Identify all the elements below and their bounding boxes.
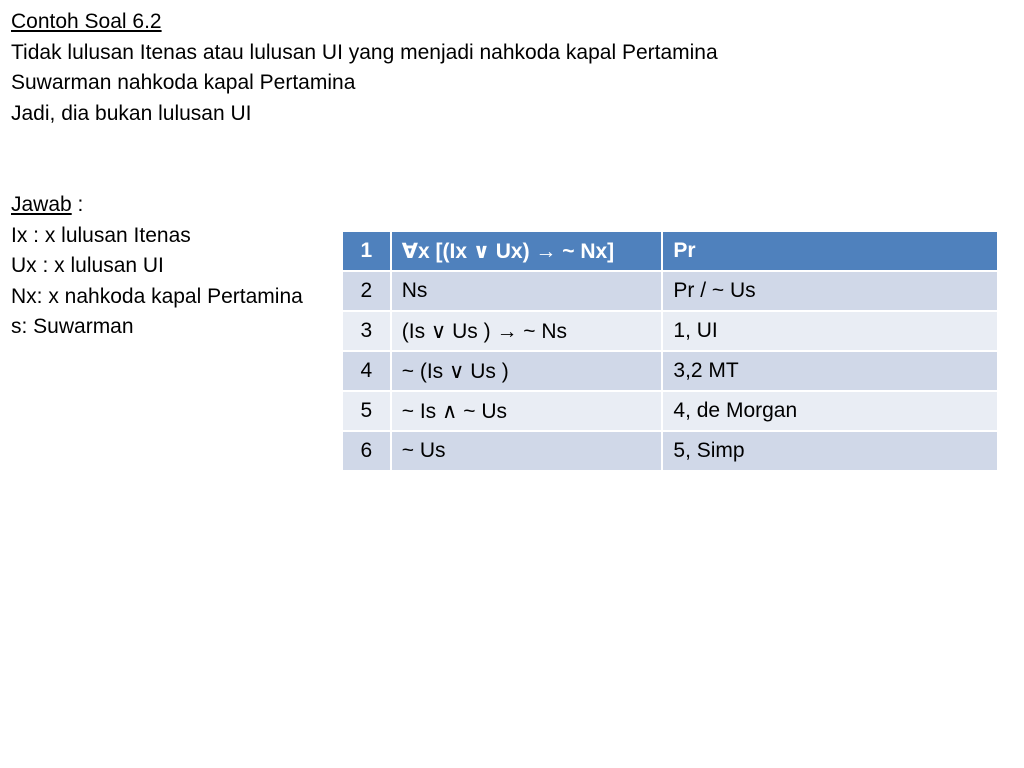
row-reason: 5, Simp: [662, 431, 998, 471]
row-number: 5: [342, 391, 391, 431]
spacer: [11, 129, 718, 190]
table-row: [342, 231, 998, 271]
definition-ux: Ux : x lulusan UI: [11, 254, 164, 277]
row-statement: ~ Us: [391, 431, 663, 471]
premise-2: Suwarman nahkoda kapal Pertamina: [11, 71, 356, 94]
row-number: 3: [342, 311, 391, 351]
row-reason: 4, de Morgan: [662, 391, 998, 431]
problem-title: Contoh Soal 6.2: [11, 10, 162, 33]
row-statement: ~ Is ∧ ~ Us: [391, 391, 663, 431]
premise-1: Tidak lulusan Itenas atau lulusan UI yang menjadi nahkoda kapal Pertamina: [11, 40, 718, 64]
definition-nx: Nx: x nahkoda kapal Pertamina: [11, 284, 303, 308]
definition-ix: Ix : x lulusan Itenas: [11, 223, 191, 247]
row-reason: Pr / ~ Us: [662, 271, 998, 311]
row-statement: ∀x [(Ix ∨ Ux) → ~ Nx]: [391, 231, 663, 271]
table-row: [342, 271, 998, 311]
table-row: [342, 311, 998, 351]
row-reason: Pr: [662, 231, 998, 271]
answer-heading-colon: :: [71, 193, 84, 216]
table-row: [342, 391, 998, 431]
row-statement: ~ (Is ∨ Us ): [391, 351, 663, 391]
row-number: 4: [342, 351, 391, 391]
row-reason: 1, UI: [662, 311, 998, 351]
row-number: 2: [342, 271, 391, 311]
row-reason: 3,2 MT: [662, 351, 998, 391]
table-row: [342, 351, 998, 391]
row-number: 6: [342, 431, 391, 471]
answer-heading: Jawab: [11, 193, 72, 216]
answer-heading-line: [11, 190, 718, 221]
conclusion: Jadi, dia bukan lulusan UI: [11, 101, 252, 125]
proof-table: [341, 230, 999, 472]
row-statement: (Is ∨ Us ) → ~ Ns: [391, 311, 663, 351]
row-number: 1: [342, 231, 391, 271]
definition-s: s: Suwarman: [11, 315, 134, 338]
table-row: [342, 431, 998, 471]
row-statement: Ns: [391, 271, 663, 311]
